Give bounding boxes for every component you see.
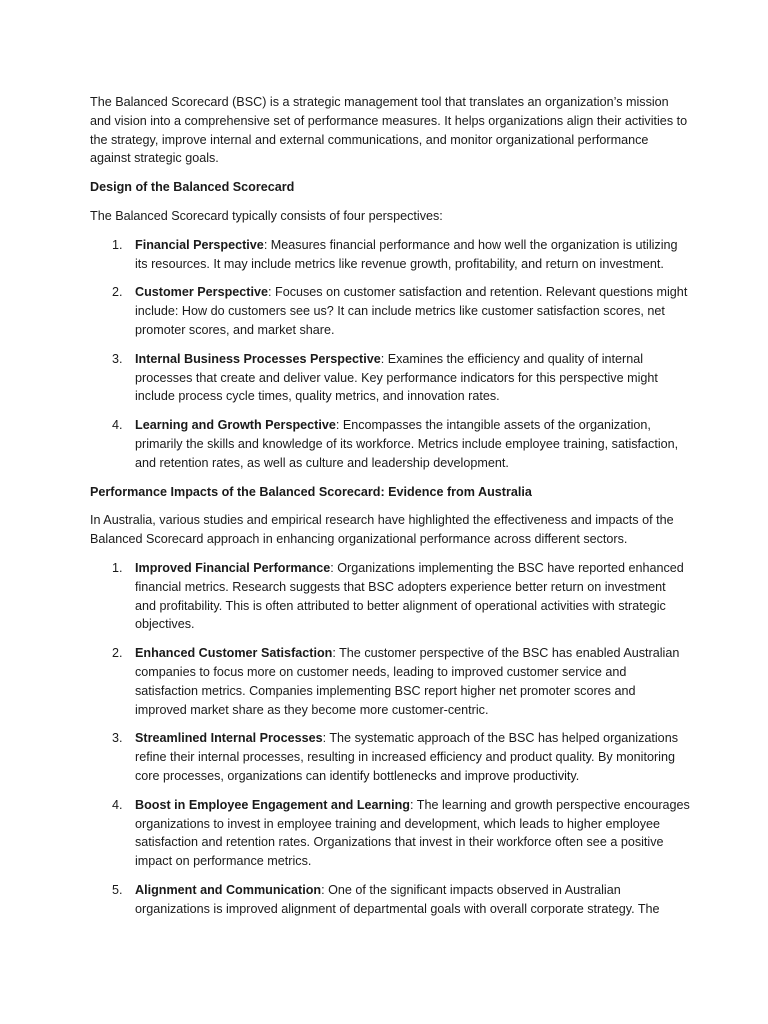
list-text: : Organizations implementing the BSC have reported enhanced financial metrics. Research suggests that BSC adopters experience better return on investment and profitability. This is often attributed to better alignment of operational activities with strategic objectives.	[135, 560, 684, 632]
design-heading: Design of the Balanced Scorecard	[90, 180, 295, 195]
list-number: 2.	[112, 646, 123, 661]
list-number: 3.	[112, 351, 123, 366]
list-term: Learning and Growth Perspective	[135, 418, 336, 433]
list-term: Customer Perspective	[135, 285, 268, 300]
list-item	[90, 644, 690, 719]
list-number: 4.	[112, 418, 123, 433]
list-number: 1.	[112, 237, 123, 252]
document-page	[90, 93, 690, 928]
list-item	[90, 881, 690, 919]
list-item	[90, 729, 690, 785]
impacts-heading: Performance Impacts of the Balanced Scorecard: Evidence from Australia	[90, 484, 532, 499]
list-number: 3.	[112, 731, 123, 746]
list-number: 2.	[112, 285, 123, 300]
list-number: 1.	[112, 560, 123, 575]
list-term: Alignment and Communication	[135, 882, 322, 897]
list-text: : One of the significant impacts observed in Australian organizations is improved alignment of departmental goals with overall corporate strategy. The	[135, 882, 660, 916]
list-item	[90, 350, 690, 406]
list-term: Enhanced Customer Satisfaction	[135, 646, 333, 661]
list-text: : The learning and growth perspective encourages organizations to invest in employee training and development, which leads to higher employee satisfaction and retention rates. Organizations that invest in their workforce often see a positive impact on performance metrics.	[135, 797, 690, 869]
list-term: Streamlined Internal Processes	[135, 731, 323, 746]
list-number: 4.	[112, 797, 123, 812]
list-text: : The systematic approach of the BSC has helped organizations refine their internal processes, resulting in increased efficiency and product quality. By monitoring core processes, organizations can identify bottlenecks and improve productivity.	[135, 731, 678, 783]
list-item	[90, 236, 690, 274]
list-number: 5.	[112, 882, 123, 897]
list-text: : Focuses on customer satisfaction and retention. Relevant questions might include: How do customers see us? It can include metrics like customer satisfaction scores, net promoter scores, and market share.	[135, 285, 688, 337]
design-lead-paragraph: The Balanced Scorecard typically consists of four perspectives:	[90, 208, 443, 223]
impacts-list	[90, 559, 690, 919]
list-item	[90, 559, 690, 634]
list-term: Financial Perspective	[135, 237, 264, 252]
list-text: : The customer perspective of the BSC has enabled Australian companies to focus more on customer needs, leading to improved customer service and satisfaction metrics. Companies implementing BSC report higher net promoter scores and improved market share as they become more customer-centric.	[135, 646, 680, 717]
perspectives-list	[90, 236, 690, 473]
list-term: Internal Business Processes Perspective	[135, 351, 381, 366]
list-item	[90, 796, 690, 871]
list-item	[90, 416, 690, 472]
list-item	[90, 283, 690, 339]
intro-paragraph: The Balanced Scorecard (BSC) is a strategic management tool that translates an organization’s mission and vision into a comprehensive set of performance measures. It helps organizations align their activities to the strategy, improve internal and external communications, and monitor organizational performance against strategic goals.	[90, 95, 688, 166]
list-text: : Examines the efficiency and quality of internal processes that create and deliver value. Key performance indicators for this perspective might include process cycle times, quality metrics, and innovation rates.	[135, 351, 658, 404]
list-term: Boost in Employee Engagement and Learning	[135, 797, 411, 812]
impacts-lead-paragraph: In Australia, various studies and empirical research have highlighted the effectiveness and impacts of the Balanced Scorecard approach in enhancing organizational performance across different sectors.	[90, 513, 674, 547]
list-text: : Encompasses the intangible assets of the organization, primarily the skills and knowledge of its workforce. Metrics include employee training, satisfaction, and retention rates, as well as culture and leadership development.	[135, 418, 679, 470]
list-text: : Measures financial performance and how well the organization is utilizing its resources. It may include metrics like revenue growth, profitability, and return on investment.	[135, 237, 678, 271]
list-term: Improved Financial Performance	[135, 560, 331, 575]
